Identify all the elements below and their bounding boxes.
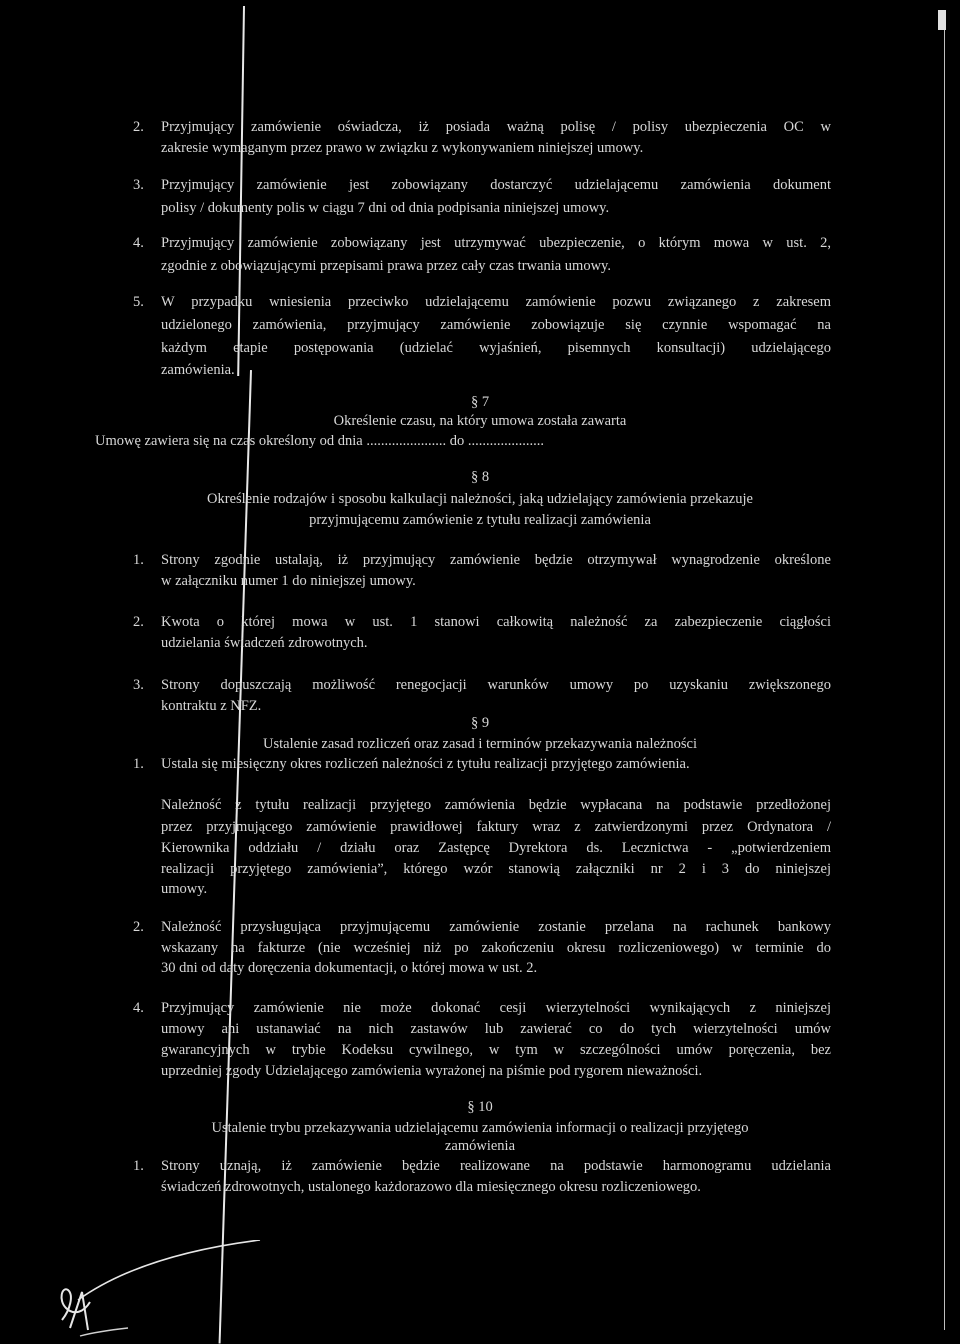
item-number: 1. [133,1158,144,1174]
corner-mark [938,10,946,30]
item-line: Strony zgodnie ustalają, iż przyjmujący zamówienie będzie otrzymywał wynagrodzenie określone [161,552,831,568]
section-mark: § 10 [467,1099,493,1115]
item-line: w załączniku numer 1 do niniejszej umowy. [161,573,416,589]
item-number: 4. [133,235,144,251]
section-mark: § 9 [470,715,490,731]
item-line: każdym etapie postępowania (udzielać wyjaśnień, pisemnych konsultacji) udzielającego [161,340,831,356]
paragraph-line: Kierownika oddziału / działu oraz Zastępcę Dyrektora ds. Lecznictwa - „potwierdzeniem [161,840,831,856]
paragraph-line: przez przyjmującego zamówienie prawidłowej faktury wraz z zatwierdzonymi przez Ordynatora / [161,819,831,835]
item-line: 30 dni od daty doręczenia dokumentacji, o której mowa w ust. 2. [161,960,538,976]
item-line: Przyjmujący zamówienie oświadcza, iż posiada ważną polisę / polisy ubezpieczenia OC w [161,119,831,135]
section-title: Ustalenie zasad rozliczeń oraz zasad i terminów przekazywania należności [263,736,697,752]
item-line: świadczeń zdrowotnych, ustalonego każdorazowo dla miesięcznego okresu rozliczeniowego. [161,1179,701,1195]
item-line: Należność przysługująca przyjmującemu zamówienie zostanie przelana na rachunek bankowy [161,919,831,935]
section-mark: § 8 [470,469,490,485]
section-title: Określenie czasu, na który umowa została zawarta [333,413,627,429]
item-number: 4. [133,1000,144,1016]
item-line: uprzedniej zgody Udzielającego zamówienia wyrażonej na piśmie pod rygorem nieważności. [161,1063,703,1079]
section-title: przyjmującemu zamówienie z tytułu realizacji zamówienia [309,512,651,528]
item-line: W przypadku wniesienia przeciwko udzielającemu zamówienie pozwu związanego z zakresem [161,294,831,310]
item-line: gwarancyjnych w trybie Kodeksu cywilnego, w tym w szczególności umów poręczenia, bez [161,1042,831,1058]
item-number: 1. [133,756,144,772]
item-line: umowy ani ustanawiać na nich zastawów lub zawierać co do tych wierzytelności umów [161,1021,831,1037]
item-number: 2. [133,614,144,630]
paragraph-line: umowy. [161,881,208,897]
item-number: 3. [133,177,144,193]
item-line: polisy / dokumenty polis w ciągu 7 dni od dnia podpisania niniejszej umowy. [161,200,610,216]
item-number: 2. [133,919,144,935]
item-line: zgodnie z obowiązującymi przepisami prawa przez cały czas trwania umowy. [161,258,611,274]
item-line: Ustala się miesięczny okres rozliczeń należności z tytułu realizacji przyjętego zamówienia. [161,756,690,772]
section-title: zamówienia [444,1138,516,1154]
item-number: 3. [133,677,144,693]
item-line: zamówienia. [161,362,235,378]
section-title: Określenie rodzajów i sposobu kalkulacji należności, jaką udzielający zamówienia przekazuje [207,491,753,507]
item-line: udzielonego zamówienia, przyjmujący zamówienie zobowiązuje się czynnie wspomagać na [161,317,831,333]
item-line: kontraktu z NFZ. [161,698,262,714]
paragraph-line: Należność z tytułu realizacji przyjętego zamówienia będzie wypłacana na podstawie przedłożonej [161,797,831,813]
item-line: Kwota o której mowa w ust. 1 stanowi całkowitą należność za zabezpieczenie ciągłości [161,614,831,630]
item-number: 1. [133,552,144,568]
item-line: Przyjmujący zamówienie jest zobowiązany dostarczyć udzielającemu zamówienia dokument [161,177,831,193]
item-line: zakresie wymaganym przez prawo w związku z wykonywaniem niniejszej umowy. [161,140,644,156]
handwritten-signature [50,1240,270,1340]
scan-right-edge-line [944,30,945,1330]
item-line: Przyjmujący zamówienie zobowiązany jest utrzymywać ubezpieczenie, o którym mowa w ust. 2, [161,235,831,251]
item-number: 2. [133,119,144,135]
item-line: Strony uznają, iż zamówienie będzie realizowane na podstawie harmonogramu udzielania [161,1158,831,1174]
item-line: udzielania świadczeń zdrowotnych. [161,635,368,651]
item-number: 5. [133,294,144,310]
item-line: Przyjmujący zamówienie nie może dokonać cesji wierzytelności wynikających z niniejszej [161,1000,831,1016]
contract-period-line: Umowę zawiera się na czas określony od dnia ...................... do ..................... [95,433,544,449]
section-title: Ustalenie trybu przekazywania udzielającemu zamówienia informacji o realizacji przyjętego [211,1120,749,1136]
item-line: wskazany na fakturze (nie wcześniej niż po zakończeniu okresu rozliczeniowego) w terminie do [161,940,831,956]
section-mark: § 7 [470,394,490,410]
item-line: Strony dopuszczają możliwość renegocjacji warunków umowy po uzyskaniu zwiększonego [161,677,831,693]
paragraph-line: realizacji przyjętego zamówienia”, którego wzór stanowią załączniki nr 2 i 3 do niniejszej [161,861,831,877]
